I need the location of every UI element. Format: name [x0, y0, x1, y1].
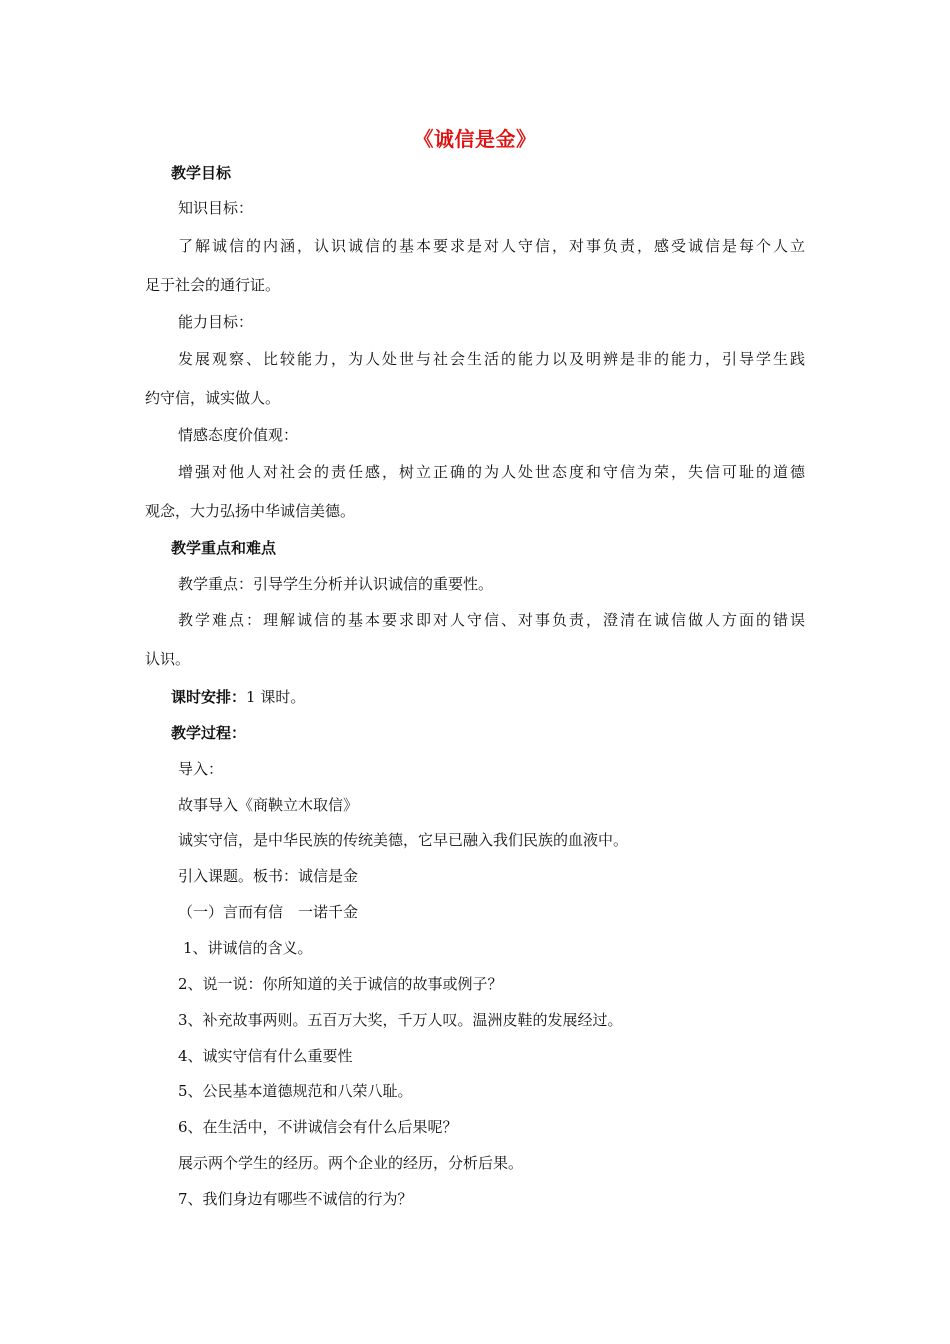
intro-topic: 引入课题。板书：诚信是金 — [178, 867, 359, 885]
part1-heading: （一）言而有信 一诺千金 — [178, 903, 359, 921]
list-item: 2、说一说：你所知道的关于诚信的故事或例子？ — [178, 975, 503, 993]
list-item: 3、补充故事两则。五百万大奖，千万人叹。温洲皮鞋的发展经过。 — [178, 1011, 623, 1029]
paragraph-knowledge-1: 了解诚信的内涵，认识诚信的基本要求是对人守信，对事负责，感受诚信是每个人立 — [178, 237, 805, 255]
list-item: 6、在生活中，不讲诚信会有什么后果呢？ — [178, 1118, 458, 1136]
list-item: 7、我们身边有哪些不诚信的行为？ — [178, 1190, 413, 1208]
paragraph-key-point: 教学重点：引导学生分析并认识诚信的重要性。 — [178, 575, 494, 593]
heading-objectives: 教学目标 — [171, 164, 232, 182]
schedule-value: 1 课时。 — [246, 688, 306, 706]
paragraph-emotion-1: 增强对他人对社会的责任感，树立正确的为人处世态度和守信为荣，失信可耻的道德 — [178, 463, 805, 481]
paragraph-emotion-2: 观念，大力弘扬中华诚信美德。 — [145, 502, 356, 520]
intro-text: 诚实守信，是中华民族的传统美德，它早已融入我们民族的血液中。 — [178, 831, 629, 849]
paragraph-difficulty-2: 认识。 — [145, 650, 191, 668]
list-item: 4、诚实守信有什么重要性 — [178, 1047, 353, 1065]
paragraph-difficulty-1: 教学难点：理解诚信的基本要求即对人守信、对事负责，澄清在诚信做人方面的错误 — [178, 611, 805, 629]
paragraph-ability-1: 发展观察、比较能力，为人处世与社会生活的能力以及明辨是非的能力，引导学生践 — [178, 350, 805, 368]
paragraph-knowledge-2: 足于社会的通行证。 — [145, 276, 281, 294]
schedule-label: 课时安排： — [171, 688, 247, 706]
list-item: 1、讲诚信的含义。 — [183, 939, 313, 957]
document-title: 《诚信是金》 — [413, 127, 537, 151]
heading-process: 教学过程： — [171, 724, 247, 742]
heading-key-points: 教学重点和难点 — [171, 539, 277, 557]
list-item: 5、公民基本道德规范和八荣八耻。 — [178, 1082, 413, 1100]
list-item: 展示两个学生的经历。两个企业的经历，分析后果。 — [178, 1154, 524, 1172]
intro-label: 导入： — [178, 760, 224, 778]
label-emotion: 情感态度价值观： — [178, 426, 299, 444]
label-knowledge: 知识目标： — [178, 199, 254, 217]
intro-story: 故事导入《商鞅立木取信》 — [178, 796, 359, 814]
label-ability: 能力目标： — [178, 313, 254, 331]
paragraph-ability-2: 约守信，诚实做人。 — [145, 389, 281, 407]
schedule-line — [171, 687, 305, 707]
